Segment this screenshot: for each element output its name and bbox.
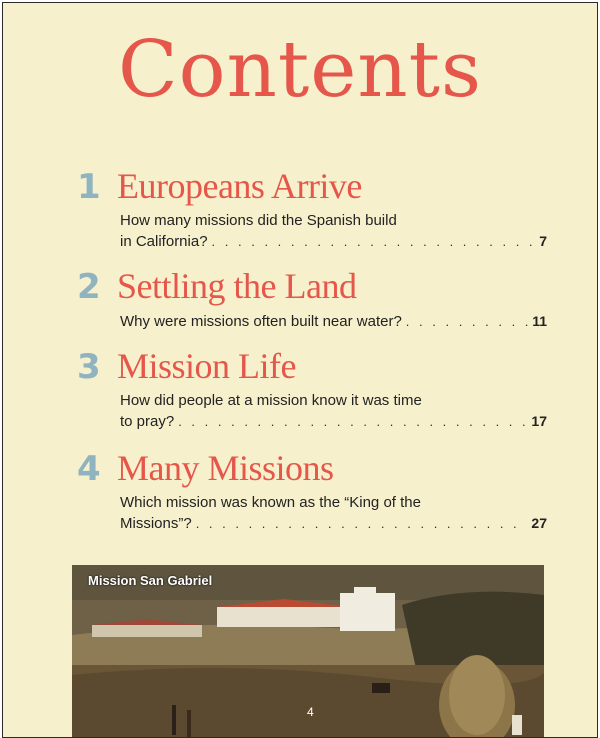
question-line: Missions”? — [120, 515, 192, 532]
chapter-number: 2 — [77, 267, 101, 307]
chapter-entry — [77, 265, 547, 332]
page-ref: 27 — [531, 515, 547, 531]
question-line: in California? — [120, 233, 208, 250]
chapter-question — [120, 211, 547, 252]
chapter-title: Europeans Arrive — [117, 166, 362, 206]
chapter-entry — [77, 345, 547, 432]
leader-dots — [212, 232, 536, 252]
leader-dots — [178, 412, 527, 432]
chapter-entry — [77, 447, 547, 534]
chapter-title: Mission Life — [117, 346, 296, 386]
chapter-question — [120, 493, 547, 534]
chapter-title: Many Missions — [117, 448, 334, 488]
leader-dots — [196, 514, 528, 534]
question-line: Why were missions often built near water? — [120, 313, 402, 330]
page-ref: 17 — [531, 413, 547, 429]
question-line: How many missions did the Spanish build — [120, 212, 397, 229]
chapter-title: Settling the Land — [117, 266, 357, 306]
chapter-entry — [77, 165, 547, 252]
chapter-number: 1 — [77, 167, 101, 207]
chapter-question — [120, 391, 547, 432]
chapter-question — [120, 311, 547, 332]
page-ref: 7 — [539, 233, 547, 249]
question-line: How did people at a mission know it was time — [120, 392, 422, 409]
mission-painting — [72, 565, 544, 738]
chapter-number: 4 — [77, 449, 101, 489]
page-number: 4 — [307, 705, 314, 719]
leader-dots — [406, 312, 528, 332]
page-title: Contents — [118, 25, 482, 115]
chapter-number: 3 — [77, 347, 101, 387]
page-ref: 11 — [532, 313, 547, 329]
question-line: to pray? — [120, 413, 175, 430]
book-page — [2, 2, 598, 738]
image-caption: Mission San Gabriel — [88, 573, 213, 588]
question-line: Which mission was known as the “King of the — [120, 494, 421, 511]
